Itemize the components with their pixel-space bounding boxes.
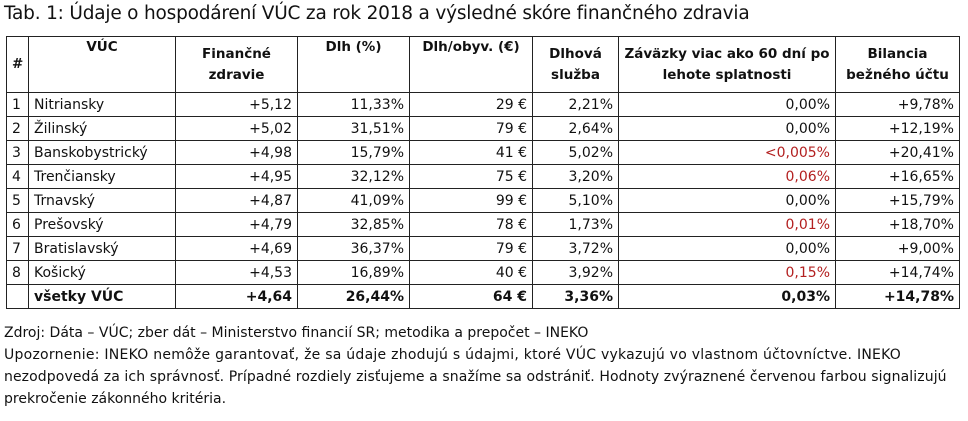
debt-service-cell: 3,36% — [533, 285, 619, 309]
score-cell: +4,64 — [176, 285, 298, 309]
overdue-cell: 0,00% — [619, 237, 836, 261]
debt-cell: 32,85% — [298, 213, 410, 237]
region-name: všetky VÚC — [29, 285, 176, 309]
region-name: Košický — [29, 261, 176, 285]
score-cell: +5,12 — [176, 93, 298, 117]
debt-per-capita-cell: 40 € — [410, 261, 533, 285]
debt-cell: 11,33% — [298, 93, 410, 117]
table-row — [7, 213, 960, 237]
col-header-balance: Bilancia bežného účtu — [836, 37, 960, 93]
region-name: Banskobystrický — [29, 141, 176, 165]
debt-per-capita-cell: 79 € — [410, 237, 533, 261]
table-row — [7, 165, 960, 189]
debt-per-capita-cell: 78 € — [410, 213, 533, 237]
debt-cell: 41,09% — [298, 189, 410, 213]
debt-per-capita-cell: 75 € — [410, 165, 533, 189]
row-index: 5 — [7, 189, 29, 213]
score-cell: +4,69 — [176, 237, 298, 261]
debt-cell: 16,89% — [298, 261, 410, 285]
row-index: 2 — [7, 117, 29, 141]
region-name: Trenčiansky — [29, 165, 176, 189]
col-header-score: Finančné zdravie — [176, 37, 298, 93]
row-index: 8 — [7, 261, 29, 285]
balance-cell: +15,79% — [836, 189, 960, 213]
debt-service-cell: 5,10% — [533, 189, 619, 213]
source-note: Zdroj: Dáta – VÚC; zber dát – Ministerstvo financií SR; metodika a prepočet – INEKO — [4, 325, 589, 341]
balance-cell: +12,19% — [836, 117, 960, 141]
table-row — [7, 93, 960, 117]
region-name: Bratislavský — [29, 237, 176, 261]
overdue-cell: 0,00% — [619, 117, 836, 141]
overdue-cell: 0,01% — [619, 213, 836, 237]
col-header-overdue: Záväzky viac ako 60 dní po lehote splatnosti — [619, 37, 836, 93]
balance-cell: +20,41% — [836, 141, 960, 165]
debt-service-cell: 3,92% — [533, 261, 619, 285]
overdue-cell: 0,03% — [619, 285, 836, 309]
col-header-debt-per-capita: Dlh/obyv. (€) — [410, 37, 533, 93]
balance-cell: +14,74% — [836, 261, 960, 285]
table-row — [7, 261, 960, 285]
overdue-cell: 0,15% — [619, 261, 836, 285]
debt-service-cell: 3,20% — [533, 165, 619, 189]
warning-note-line-3: prekročenie zákonného kritéria. — [4, 391, 227, 407]
col-header-debt-service: Dlhová služba — [533, 37, 619, 93]
row-index: 3 — [7, 141, 29, 165]
score-cell: +4,53 — [176, 261, 298, 285]
debt-service-cell: 1,73% — [533, 213, 619, 237]
warning-note-line-2: nezodpovedá za ich správnosť. Prípadné rozdiely zisťujeme a snažíme sa odstrániť. Hodnoty zvýraznené červenou farbou signalizujú — [4, 369, 947, 385]
score-cell: +4,79 — [176, 213, 298, 237]
balance-cell: +9,00% — [836, 237, 960, 261]
total-row — [7, 285, 960, 309]
debt-service-cell: 5,02% — [533, 141, 619, 165]
region-name: Žilinský — [29, 117, 176, 141]
table-title: Tab. 1: Údaje o hospodárení VÚC za rok 2018 a výsledné skóre finančného zdravia — [4, 3, 750, 24]
row-index: 1 — [7, 93, 29, 117]
row-index: 6 — [7, 213, 29, 237]
overdue-cell: <0,005% — [619, 141, 836, 165]
score-cell: +4,98 — [176, 141, 298, 165]
balance-cell: +18,70% — [836, 213, 960, 237]
overdue-cell: 0,06% — [619, 165, 836, 189]
col-header-index: # — [7, 37, 29, 93]
debt-service-cell: 2,64% — [533, 117, 619, 141]
row-index: 4 — [7, 165, 29, 189]
debt-cell: 26,44% — [298, 285, 410, 309]
debt-service-cell: 2,21% — [533, 93, 619, 117]
notes — [4, 322, 964, 410]
debt-per-capita-cell: 29 € — [410, 93, 533, 117]
table-row — [7, 237, 960, 261]
balance-cell: +16,65% — [836, 165, 960, 189]
debt-per-capita-cell: 41 € — [410, 141, 533, 165]
debt-per-capita-cell: 79 € — [410, 117, 533, 141]
region-name: Nitriansky — [29, 93, 176, 117]
balance-cell: +9,78% — [836, 93, 960, 117]
region-name: Prešovský — [29, 213, 176, 237]
finance-table — [6, 36, 960, 309]
warning-note-line-1: Upozornenie: INEKO nemôže garantovať, že sa údaje zhodujú s údajmi, ktoré VÚC vykazujú vo vlastnom účtovníctve. INEKO — [4, 347, 902, 363]
debt-per-capita-cell: 99 € — [410, 189, 533, 213]
table-row — [7, 117, 960, 141]
overdue-cell: 0,00% — [619, 189, 836, 213]
table-row — [7, 189, 960, 213]
row-index — [7, 285, 29, 309]
row-index: 7 — [7, 237, 29, 261]
debt-cell: 31,51% — [298, 117, 410, 141]
table-row — [7, 141, 960, 165]
header-row — [7, 37, 960, 93]
col-header-region: VÚC — [29, 37, 176, 93]
debt-service-cell: 3,72% — [533, 237, 619, 261]
overdue-cell: 0,00% — [619, 93, 836, 117]
balance-cell: +14,78% — [836, 285, 960, 309]
debt-per-capita-cell: 64 € — [410, 285, 533, 309]
debt-cell: 32,12% — [298, 165, 410, 189]
col-header-debt: Dlh (%) — [298, 37, 410, 93]
score-cell: +4,87 — [176, 189, 298, 213]
debt-cell: 36,37% — [298, 237, 410, 261]
score-cell: +5,02 — [176, 117, 298, 141]
score-cell: +4,95 — [176, 165, 298, 189]
region-name: Trnavský — [29, 189, 176, 213]
debt-cell: 15,79% — [298, 141, 410, 165]
